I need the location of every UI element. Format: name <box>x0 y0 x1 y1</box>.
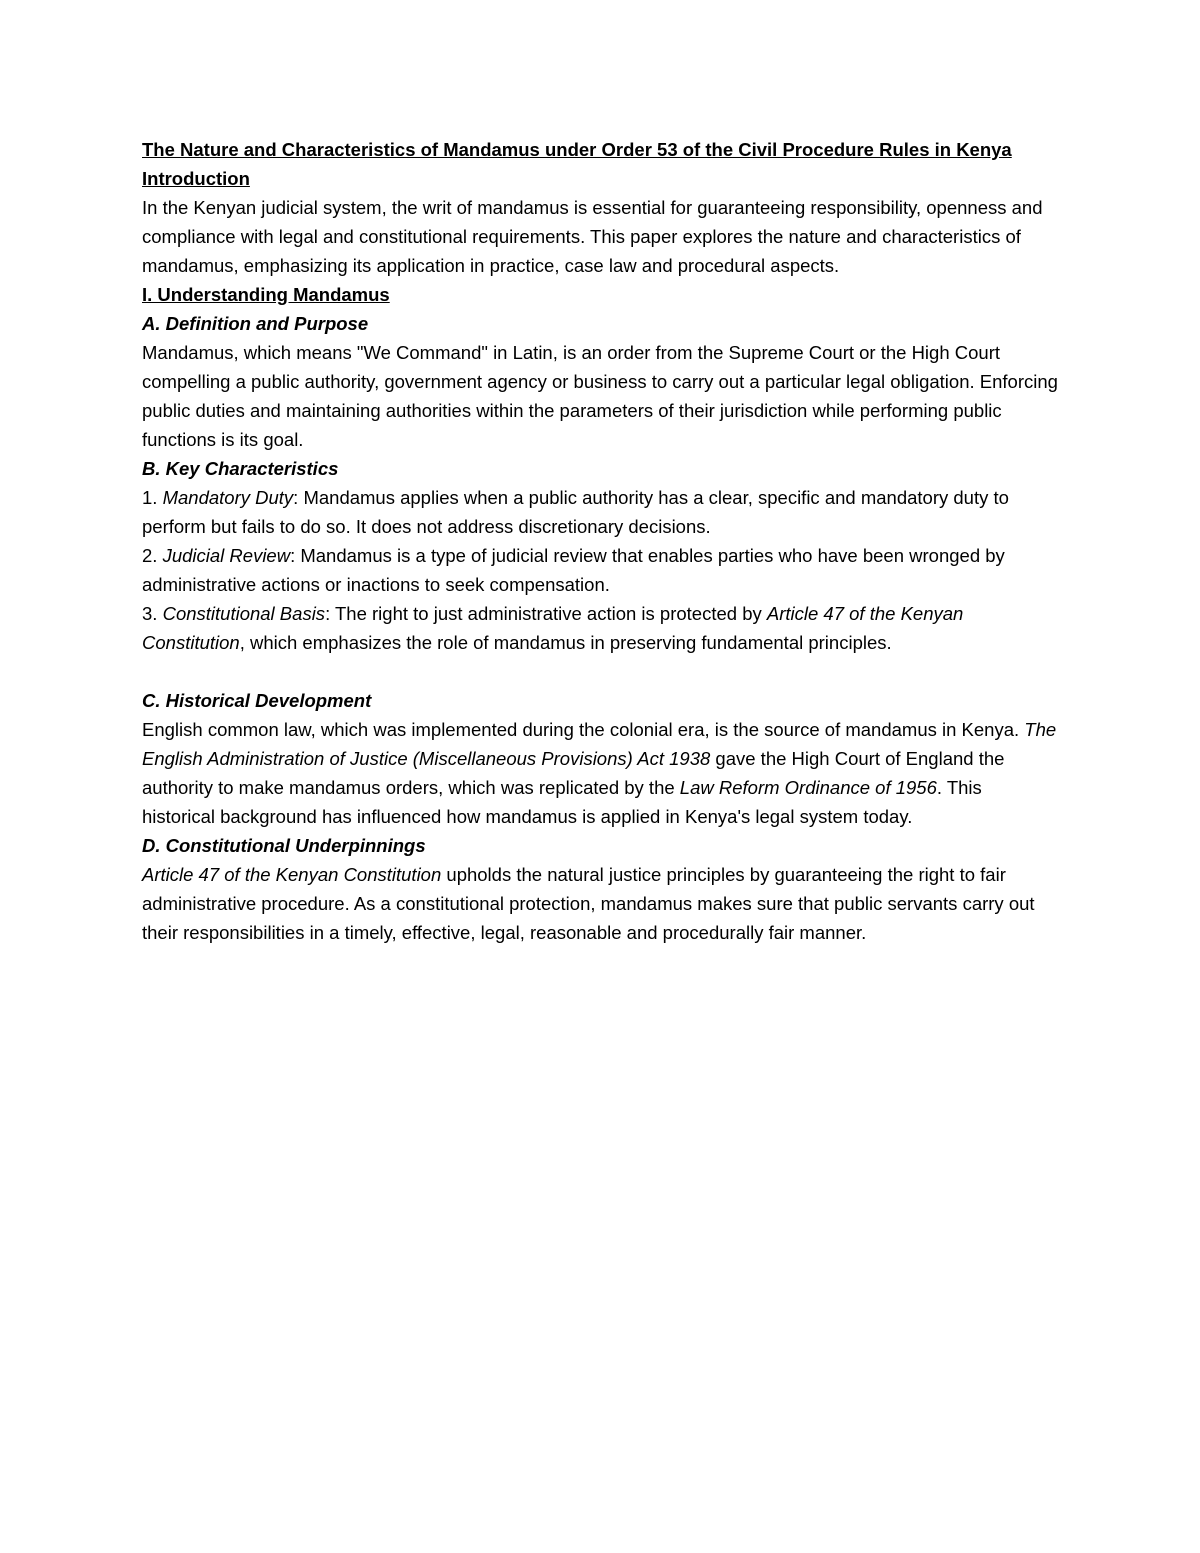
text-run: The English Administration of Justice (Miscellaneous Provisions) Act 1938 <box>142 719 1057 769</box>
text-run: Mandatory Duty <box>162 487 294 508</box>
list-item-constitutional-basis <box>142 599 1058 657</box>
section-b-heading <box>142 454 1058 483</box>
text-run: The Nature and Characteristics of Mandamus under Order 53 of the Civil Procedure Rules in Kenya <box>142 139 1012 160</box>
text-run: gave the High Court of England the authority to make mandamus orders, which was replicated by the <box>142 748 1005 798</box>
text-run: Constitutional Basis <box>162 603 326 624</box>
text-run: Article 47 of the Kenyan Constitution <box>142 603 964 653</box>
text-run: : Mandamus applies when a public authority has a clear, specific and mandatory duty to perform but fails to do so. It does not address discretionary decisions. <box>142 487 1009 537</box>
section-c-heading <box>142 686 1058 715</box>
list-item-judicial-review <box>142 541 1058 599</box>
text-run: I. Understanding Mandamus <box>142 284 390 305</box>
text-run: In the Kenyan judicial system, the writ of mandamus is essential for guaranteeing responsibility, openness and compliance with legal and constitutional requirements. This paper explores the nature and characteristics of mandamus, emphasizing its application in practice, case law and procedural aspects. <box>142 197 1043 276</box>
text-run: B. Key Characteristics <box>142 458 339 479</box>
section-a-heading <box>142 309 1058 338</box>
text-run: Introduction <box>142 168 250 189</box>
text-run: Article 47 of the Kenyan Constitution <box>142 864 442 885</box>
section-d-paragraph <box>142 860 1058 947</box>
text-run: 1. <box>142 487 163 508</box>
text-run: upholds the natural justice principles by guaranteeing the right to fair administrative procedure. As a constitutional protection, mandamus makes sure that public servants carry out their responsibilities in a timely, effective, legal, reasonable and procedurally fair manner. <box>142 864 1035 943</box>
text-run: 3. <box>142 603 163 624</box>
introduction-heading <box>142 164 1058 193</box>
document-title <box>142 135 1058 164</box>
text-run: 2. <box>142 545 163 566</box>
section-a-paragraph <box>142 338 1058 454</box>
text-run: Law Reform Ordinance of 1956 <box>679 777 937 798</box>
text-run: D. Constitutional Underpinnings <box>142 835 426 856</box>
section-d-heading <box>142 831 1058 860</box>
text-run: A. Definition and Purpose <box>142 313 369 334</box>
section-c-paragraph <box>142 715 1058 831</box>
text-run: English common law, which was implemented during the colonial era, is the source of mandamus in Kenya. <box>142 719 1025 740</box>
introduction-paragraph <box>142 193 1058 280</box>
list-item-mandatory-duty <box>142 483 1058 541</box>
text-run: : Mandamus is a type of judicial review that enables parties who have been wronged by administrative actions or inactions to seek compensation. <box>142 545 1005 595</box>
text-run: , which emphasizes the role of mandamus in preserving fundamental principles. <box>239 632 892 653</box>
text-run: : The right to just administrative action is protected by <box>325 603 767 624</box>
key-characteristics-list <box>142 483 1058 657</box>
text-run: . This historical background has influenced how mandamus is applied in Kenya's legal system today. <box>142 777 982 827</box>
section-1-heading <box>142 280 1058 309</box>
text-run: Judicial Review <box>162 545 291 566</box>
text-run: C. Historical Development <box>142 690 372 711</box>
text-run: Mandamus, which means "We Command" in Latin, is an order from the Supreme Court or the High Court compelling a public authority, government agency or business to carry out a particular legal obligation. Enforcing public duties and maintaining authorities within the parameters of their jurisdiction while performing public functions is its goal. <box>142 342 1058 450</box>
